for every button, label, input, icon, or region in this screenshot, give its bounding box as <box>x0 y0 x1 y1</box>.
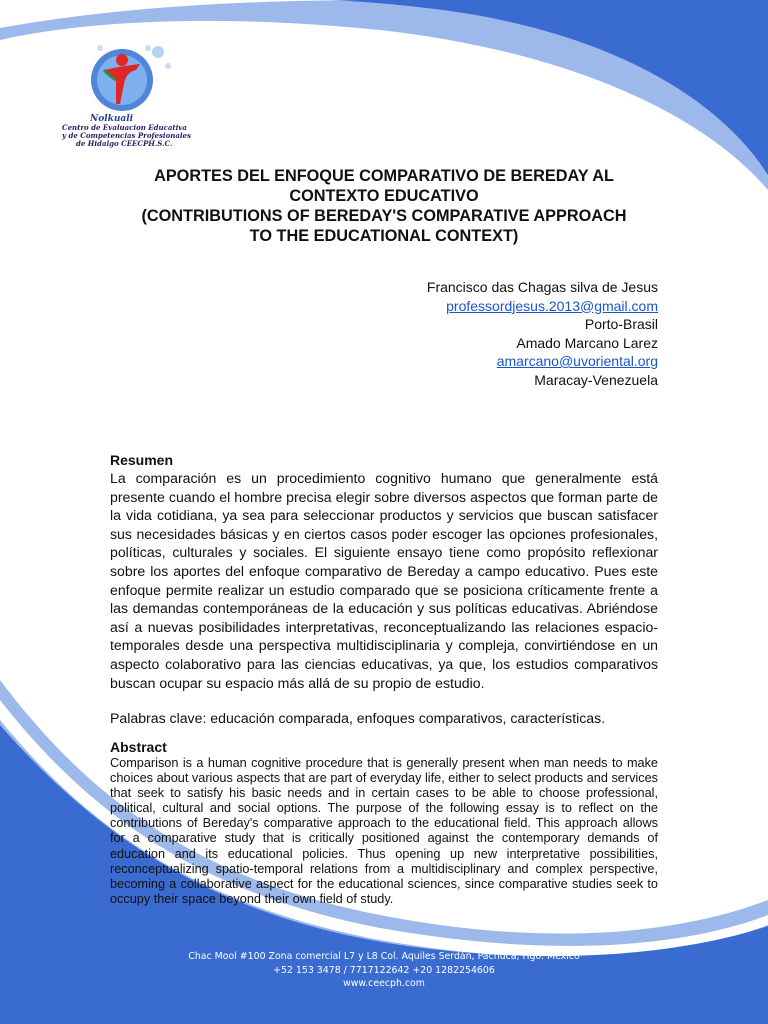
title-line-2: CONTEXTO EDUCATIVO <box>289 187 479 205</box>
abstract-heading: Abstract <box>110 739 167 755</box>
author-place-1: Porto-Brasil <box>584 316 658 332</box>
footer-address: Chac Mool #100 Zona comercial L7 y L8 Col. Aquiles Serdán, Pachuca, Hgo. México <box>188 951 580 962</box>
resumen-section <box>110 451 658 728</box>
resumen-heading: Resumen <box>110 452 174 468</box>
author-place-2: Maracay-Venezuela <box>534 371 658 388</box>
abstract-section <box>110 738 658 907</box>
paper-title <box>100 166 668 246</box>
author-email-2[interactable]: amarcano@uvoriental.org <box>496 353 658 369</box>
keywords: Palabras clave: educación comparada, enfoques comparativos, características. <box>110 710 606 727</box>
author-email-1[interactable]: professordjesus.2013@gmail.com <box>446 297 658 314</box>
logo-line-1: Centro de Evaluacion Educativa <box>62 123 187 132</box>
logo-brand: Nolkuali <box>90 114 134 124</box>
footer <box>0 950 768 991</box>
author-name-2: Amado Marcano Larez <box>516 334 658 351</box>
title-line-3: (CONTRIBUTIONS OF BEREDAY'S COMPARATIVE APPROACH <box>141 207 627 225</box>
author-name-1: Francisco das Chagas silva de Jesus <box>426 279 658 295</box>
footer-phones: +52 153 3478 / 7717122642 +20 1282254606 <box>273 964 495 976</box>
logo-line-2: y de Competencias Profesionales <box>62 131 191 140</box>
title-line-1: APORTES DEL ENFOQUE COMPARATIVO DE BEREDAY AL <box>154 167 614 185</box>
logo-line-3: de Hidalgo CEECPH.S.C. <box>76 139 173 148</box>
abstract-body: Comparison is a human cognitive procedure that is generally present when man needs to make choices about various aspects that are part of everyday life, either to select products and services that seek to satisfy his basic needs and in certain cases to be able to choose professional, political, cultural and social options. The purpose of the following essay is to reflect on the contributions of Bereday's comparative approach to the educational field. This approach allows for a comparative study that is critically positioned against the contemporary demands of education and its educational policies. Thus opening up new interpretative possibilities, reconceptualizing spatio-temporal relations from a multidisciplinary and complex perspective, becoming a collaborative aspect for the educational sciences, since comparative studies seek to occupy their space beyond their own field of study. <box>110 756 658 906</box>
title-line-4: TO THE EDUCATIONAL CONTEXT) <box>249 227 519 245</box>
logo-caption <box>62 114 212 148</box>
author-block <box>427 278 658 389</box>
footer-web[interactable]: www.ceecph.com <box>343 978 425 989</box>
resumen-body: La comparación es un procedimiento cognitivo humano que generalmente está presente cuando el hombre precisa elegir sobre diversos aspectos que forman parte de la vida cotidiana, ya sea para seleccionar productos y servicios que buscan satisfacer sus necesidades básicas y en ciertos casos poder escoger las opciones profesionales, políticas, culturales y sociales. El siguiente ensayo tiene como propósito reflexionar sobre los aportes del enfoque comparativo de Bereday a campo educativo. Pues este enfoque permite realizar un estudio comparado que se posiciona críticamente frente a las demandas contemporáneas de la educación y sus políticas educativas. Abriéndose así a nuevas posibilidades interpretativas, reconceptualizando las relaciones espacio-temporales desde una perspectiva multidisciplinaria y compleja, convirtiéndose en un aspecto colaborativo para las ciencias educativas, ya que, los estudios comparativos buscan ocupar su espacio más allá de su propio de estudio. <box>110 470 658 691</box>
